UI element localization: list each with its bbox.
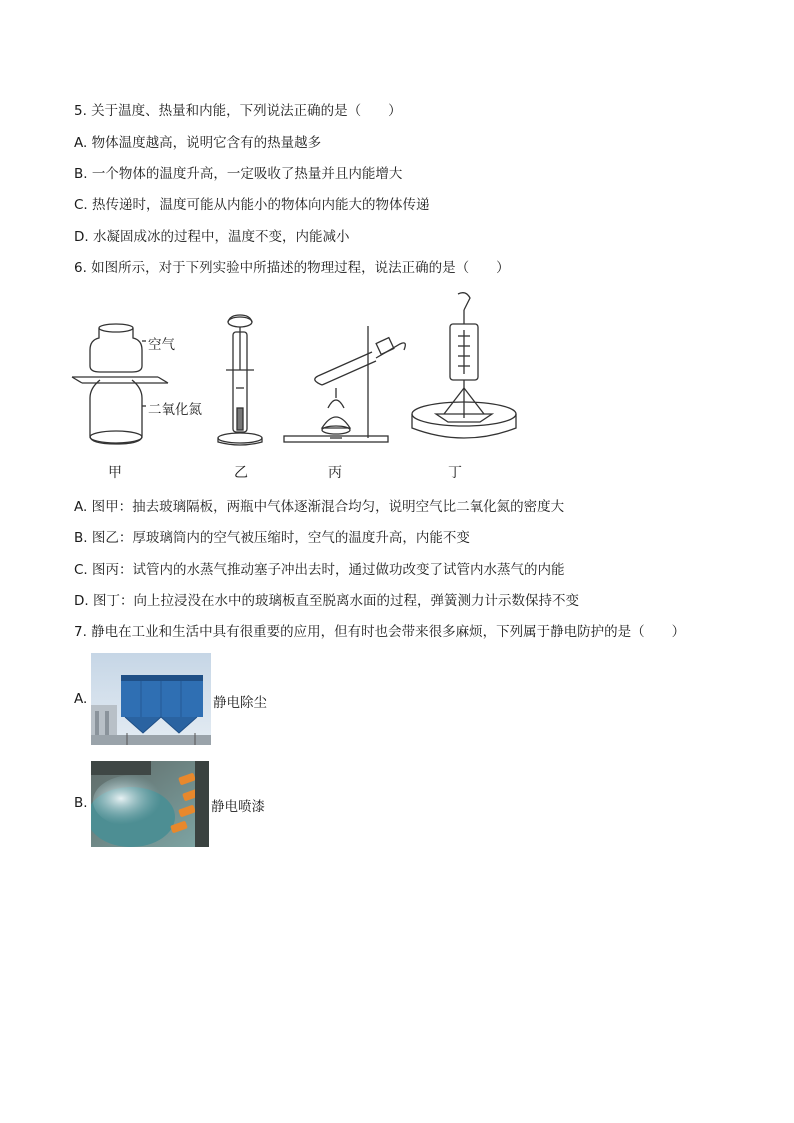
q7-stem: 7. 静电在工业和生活中具有很重要的应用，但有时也会带来很多麻烦，下列属于静电防护的是（ ） <box>74 624 686 640</box>
q5-stem: 5. 关于温度、热量和内能，下列说法正确的是（ ） <box>74 103 402 119</box>
q7-option-a-photo <box>91 653 211 745</box>
figure-label-yi: 乙 <box>234 465 248 481</box>
q6-option-b: B. 图乙：厚玻璃筒内的空气被压缩时，空气的温度升高，内能不变 <box>74 530 470 546</box>
spring-scale-diagram-ding <box>412 293 516 438</box>
figure-label-no2: 二氧化氮 <box>148 402 202 418</box>
q5-option-d: D. 水凝固成冰的过程中，温度不变，内能减小 <box>74 229 350 245</box>
figure-label-air: 空气 <box>148 337 175 353</box>
q5-option-c: C. 热传递时，温度可能从内能小的物体向内能大的物体传递 <box>74 197 430 213</box>
q5-option-b: B. 一个物体的温度升高，一定吸收了热量并且内能增大 <box>74 166 403 182</box>
q6-experiment-figure <box>60 288 540 458</box>
figure-label-jia: 甲 <box>108 465 122 481</box>
q6-option-d: D. 图丁：向上拉浸没在水中的玻璃板直至脱离水面的过程，弹簧测力计示数保持不变 <box>74 593 579 609</box>
q7-option-b-caption: 静电喷漆 <box>211 799 265 815</box>
test-tube-heating-diagram-bing <box>284 326 405 442</box>
q7-option-a-letter: A. <box>74 691 88 707</box>
q6-option-a: A. 图甲：抽去玻璃隔板，两瓶中气体逐渐混合均匀，说明空气比二氧化氮的密度大 <box>74 499 565 515</box>
q7-option-b-letter: B. <box>74 795 88 811</box>
q6-stem: 6. 如图所示，对于下列实验中所描述的物理过程，说法正确的是（ ） <box>74 260 510 276</box>
compression-tube-diagram-yi <box>218 315 262 445</box>
q6-option-c: C. 图丙：试管内的水蒸气推动塞子冲出去时，通过做功改变了试管内水蒸气的内能 <box>74 562 565 578</box>
q7-option-b-photo <box>91 761 209 847</box>
q7-option-a-caption: 静电除尘 <box>213 695 267 711</box>
q5-option-a: A. 物体温度越高，说明它含有的热量越多 <box>74 135 322 151</box>
figure-label-ding: 丁 <box>448 465 462 481</box>
figure-label-bing: 丙 <box>328 465 342 481</box>
